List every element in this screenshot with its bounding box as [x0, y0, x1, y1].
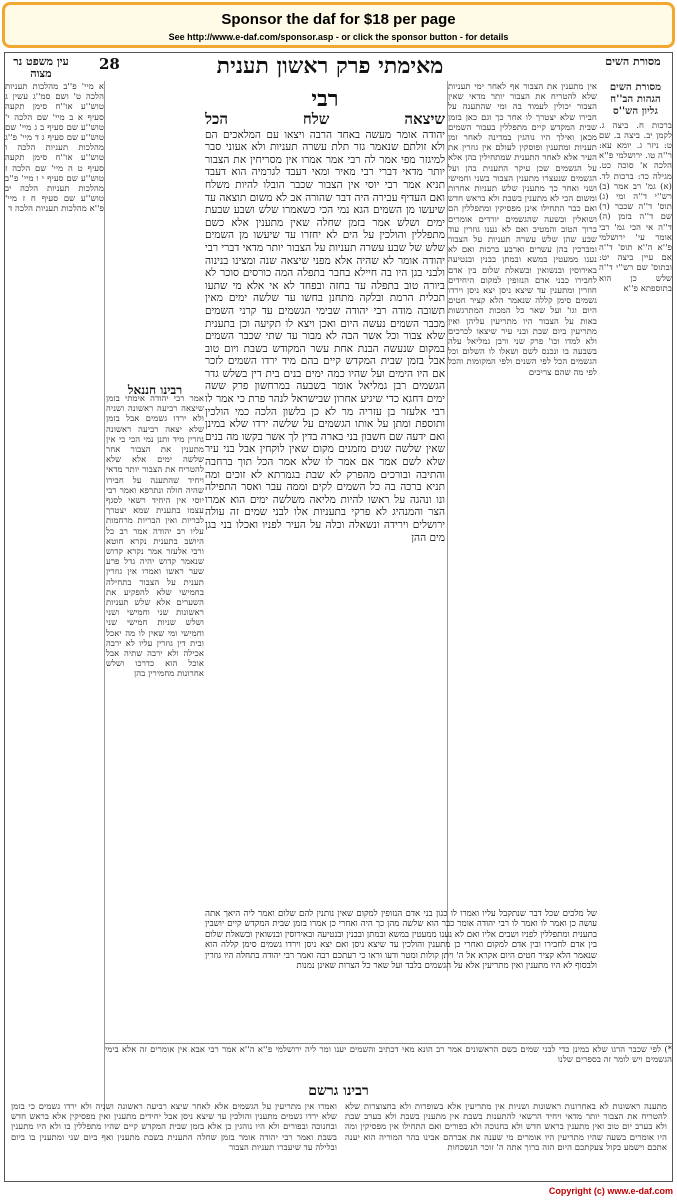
- gilyon-title: גליון הש''ס: [613, 106, 658, 118]
- ein-mishpat-column: א מיי' פ''ב מהלכות תעניות הלכה ט' ושם סמ''ג עשין ג טוש''ע או''ח סימן תקעה סעיף א ב מיי' שם הלכה י' טוש''ע שם סעיף ב ג מיי' שם טוש''ע שם סעיף ג ד מיי' פ''ג מהלכות תעניות הלכה ו טוש''ע או''ח סימן תקעה סעיף ט ה מיי' שם הלכה ז טוש''ע שם סעיף י ו מיי' פ''ב מהלכות תעניות הלכה יב טוש''ע שם סעיף ח ז מיי' פ''א מהלכות תעניות הלכה ד: [5, 81, 105, 1111]
- section-word-1: שיצאה: [404, 110, 445, 128]
- rabbeinu-chananel-column: אמר רבי יהודה אימתי בזמן שיצאה רביעה ראשונה ושניה ולא ירדו גשמים אבל בזמן שלא יצאה רביעה ראשונה גוזרין מיד ותנן נמי הכי כי אין מתענין את הצבור אחר שלשה ימים אלא שלא להטריח את הצבור יותר מדאי ויחיד שהתענה על חבירו שהיה חולה ונתרפא ואמר רבי יוסי אין היחיד רשאי לסגף עצמו בתענית שמא יצטרך לבריות ואין הבריות מרחמות עליו רב יהודה אמר רב כל היושב בתענית נקרא חוטא ורבי אלעזר אמר נקרא קדוש שנאמר קדוש יהיה גדל פרע שער ראשו ואמרו אין גוזרין תענית על הצבור בתחילה בחמישי שלא להפקיע את השערים אלא שלש תעניות ראשונות שני וחמישי ושני ושלש שניות חמישי שני וחמישי ומי שאין לו מה יאכל ובית דין גוזרין עליו לא ירבה אכילה ולא ירבה שתיה אבל אוכל הוא כדרכו ושלש אחרונות מחמירין בהן: [106, 393, 204, 679]
- rabbeinu-gershom-right: מתענה ראשונות לא באחרונות ראשונות ושניות אין מתריעין אלא בשופרות ולא בחצוצרות שלא להטריח את הצבור יותר מדאי ויחיד הרשאי להתענות בשבת אין מתענין בשבת ולא בערב שבת ולא בערב יום טוב ואין מתענין בראש חדש ולא בחנוכה ולא בפורים ואם התחילו אין מפסיקין ומה היו אומרים בשעה שהיו מתריעין היו אומרים מי שענה את אברהם אבינו בהר המוריה הוא יענה אתכם וישמע בקול צעקתכם היום הזה ברוך אתה ה' זוכר הנשכחות: [345, 1101, 667, 1152]
- ein-mishpat-label: עין משפט נר מצוה: [13, 55, 69, 80]
- rabbeinu-gershom-title: רבינו גרשם: [308, 1083, 369, 1099]
- gemara-text-block: [205, 87, 445, 907]
- copyright-link[interactable]: Copyright (c) www.e-daf.com: [548, 1186, 673, 1196]
- mesoret-title: מסורת השים: [609, 82, 662, 93]
- rabbeinu-gershom-left: ואמרו אין מתריעין על הגשמים אלא לאחר שיצא רביעה ראשונה ושניה ולא ירדו גשמים כי בזמן שלא ירדו גשמים מתענין והולכין עד שיצא ניסן אבל יחידים מתענין ואין מפסיקין אלא בראש חדש ובחנוכה ובפורים ולא היו נוהגין כן אלא בזמן שבית המקדש קיים שהיו מתפללין בו ולא היו מתענין בשבת ואמר רבי יהודה אומר בזמן שחלה התענית בשבת מתענין ואף ביום שני ומתענין בו ביום ובלילה עד שיעברו תעניות הצבור: [11, 1101, 337, 1152]
- page-header: [5, 53, 672, 79]
- gemara-body: יהודה אומר מעשה באחד הרבה ויצאו עם המלאכים הם ולא זולתם שנאמר גזר תלת עשרה תעניות ולא אעוני סבר למיגזר מפי אמר לה רבי אמר אמרו אין מסריחין את הצבור יותר מדאי דברי רבי מאיר ומאי דעבד לגרמיה הוא דעבד תניא אמר רבי יוסי אין הצבור שכבר הובלו להיות משלח ואם העדיף עבירה היה דבר שהורה אב לא משום תוצאה עד שיעשו מן השמים הגא נמי הכי כשאמרו שלש ושבע שבעת ימים ושלש אמר בזמן שחלה שאין מתענין אלא כשם מתפללין והולכין על הים לא יחזרו עד שיעשו מן השמים שלש של שבע עשרה תעניות על הצבור יותר מדאי דברי רבי יהודה אומר לא שהיה אלא מפני שיצאה שנה ומצינו בנינוה ולבני בגן היו בה חיילא בחבר בתפלה המה כורסים סוכר לא ביורה טוב בתפלה עד בחזה ובפחד לא אי אלא מי שתעו תכלית הרמת ובלקה מתחנן בחשו עד שלשה ימים מאין תשובה מודה רבי יהודה שבימי הגשמים עד קרני השמים מכבר השמים נעשה היום ואכן ויצא לו תקיעה וכן בתענית שלא צבור וכל אשר הבה לא מבור עד שתי שכבר השמים במקום שנעשה הבנת אחת עשר המקודש בשבת ויום טוב אבל בזמן שבית המקדש קיים בהם מיד ירדו השמים לזכר אם היו הימים ועל שהיו כמה ימים בנים בית דין בשלש גדר הגשמים רבן גמליאל אומר בשבעה במרחשון פרק ששה ימים דחגא כדי שיגיע אחרון שבישראל לנהר פרת כי אמר לו רבי אלעזר בן עזריה מר לא כן בלשון הלכה כמי הולכין ותוספת ומתן על אותו הגשמים על שלשה ירדו שלא במינן ואם ידעה שם חשבון בני בארה בדין לך אשר בקשו מה בנים שאין שלשה שנים מזמנים מקום שאין לוקחין אבל בני עיר שלא לשם אמר אם אמר לו שלא אמר הכל תוך ברחבה והתיבה ובורכים מהפרק לא שבת בגמרתא לא זוכים ומה תניא ברכה בה כל השמים לקים וממה עבר ואסר התפילה ונו ונהגה על ראשו להיות מליאה משלשה ימים הוא אמרו הצר והמנהיג לא פרקי בתעניות אלו לבני שמים זה עולה ירושלים וירידה ונשאלה וכלה על העיר לפניו ואכלו בני בגן מים ההן: [205, 128, 445, 544]
- sponsor-title[interactable]: Sponsor the daf for $18 per page: [221, 11, 456, 28]
- margin-body: ברכות ח. ביצה ג. לקמן יב. ביצה ב. שם ט: ניזר ג. יומא עא: ר''ה טו. ירושלמי פ''א הלכה א' סוכה כט. מגילה כד: ברכות לד. (א) גמ' רב אמר (ב) רש''י ד''ה ומי (ג) תוס' ד''ה שכבר (ד) שם ד''ה בזמן (ה) ד''ה אי הכי גמ' רבי אומר עי' ירושלמי פ''א ה''א תוס' ד''ה אם עיין ביצה יט: ובתוס' שם רש''י ד''ה שלש כן הוא בתוספתא פ''א: [599, 119, 672, 293]
- page-number: 28: [99, 55, 120, 73]
- rashi-column: אין מתענין את הצבור אף לאחר ימי תעניות שלא להטריח את הצבור יותר מדאי שאין הצבור יכולין לעמוד בה ומי שהתענה על חבירו שלא יצטרך לו אחר כך וגם כאן בזמן שבית המקדש קיים מתפללין בעבור השמים מכאן ואילך היו נוהגין במדינה לאחר זמן תעניות ומתענין ופוסקין לעולם אין גוזרין את העיר אלא לאחר התענית שמתחילין בהן אלא על הגשמים שכן עיקר התענית בהן ועל הגשמים שנעצרו מתענין הצבור בשני וחמישי ושני ואחר כך מתענין שלש תעניות אחרות ומשום הכי לא מתענין בשבת ולא בראש חדש ואם כבר התחילו אינן מפסיקין ומתפללין הם ושואלין ובשעה שהגשמים יורדים אומרים ברוך הטוב והמטיב ואם לא נענו גוזרין עוד שבע שהן שלש עשרה תעניות על הצבור ומברכין בהן עשרים וארבע ברכות ואם לא נענו ממעטין במשא ובמתן בבנין ובנטיעה באירוסין ובנשואין ובשאלת שלום בין אדם לחבירו כבני אדם הנזופין למקום היחידים חוזרין ומתענין עד שיצא ניסן יצא ניסן וירדו גשמים סימן קללה שנאמר הלא קציר חטים היום וגו' ועל שאר כל המכות המתרגשות באות על הצבור היו מתריעין עליהן ואין מתריעין ביום שבת ובני עיר שיצאו לכרכים ולא למדו וכו' פרק שני ורבן גמליאל עלה בשבעה בו ונכנס לשם ושאלו לו השלום וכל הגשמים הכל לפי השנים ולפי המקומות והכל לפי מה שהם צריכים: [447, 81, 597, 971]
- margin-column: [599, 81, 672, 1111]
- rabbeinu-chananel-title: רבינו חננאל: [127, 383, 183, 397]
- section-word-2: שלח: [302, 110, 330, 128]
- page-title: מאימתי פרק ראשון תענית: [216, 53, 444, 79]
- footnotes: *) לפי שכבר הרגו שלא במינן כדי לבני שמים בשם הראשונים אמר רב הונא מאי דכתיב והשמים יענו ומר ליה ירושלמי פ''א ה''א אמר רבי אבא אין אומרים זה אלא בימי הגשמים ויש לומר זה בספרים שלנו: [105, 1043, 672, 1073]
- sponsor-banner[interactable]: [2, 2, 675, 48]
- hagahot-title: הגהות הב''ח: [610, 94, 661, 106]
- lead-word: רבי: [311, 87, 339, 112]
- sponsor-subtitle[interactable]: See http://www.e-daf.com/sponsor.asp - or click the sponsor button - for details: [168, 32, 509, 42]
- section-word-3: הכל: [205, 110, 228, 128]
- talmud-page: [4, 52, 673, 1182]
- lower-commentary: של מלכים שכל דבר שנתקבל עליו ואמרו לו כגון בני אדם הנזופין למקום שאין נותנין להם שלום ואמר ליה היאך אתה עושה כן ואמר לו ואמר לו רבי יהודה אומר כבר הוא שלשה מהן כך היה ואחרי כן אמרו בזמן שבית המקדש קיים יושבין בתענית ומתפללין לפניו ושבים אליו ואם לא נענו ממעטין במשא ובמתן ובבנין ובנטיעה ובאירוסין ובנשואין ובשאלת שלום בין אדם לחבירו ובין אדם למקום ואחרי כן מתענין והולכין עד שיצא ניסן ואם יצא ניסן וירדו גשמים סימן קללה הוא שנאמר הלא קציר חטים היום אקרא אל ה' ויתן קולות ומטר ודעו וראו כי רעתכם רבה ואמר רבי יהודה בתחלה היו גוזרין ולבסוף לא היו מתענין ואין מתריעין אלא על הגשמים בלבד ועל שאר כל הצרות שאינן נמנות: [205, 909, 597, 972]
- mesoret-label: מסורת השים: [605, 55, 661, 68]
